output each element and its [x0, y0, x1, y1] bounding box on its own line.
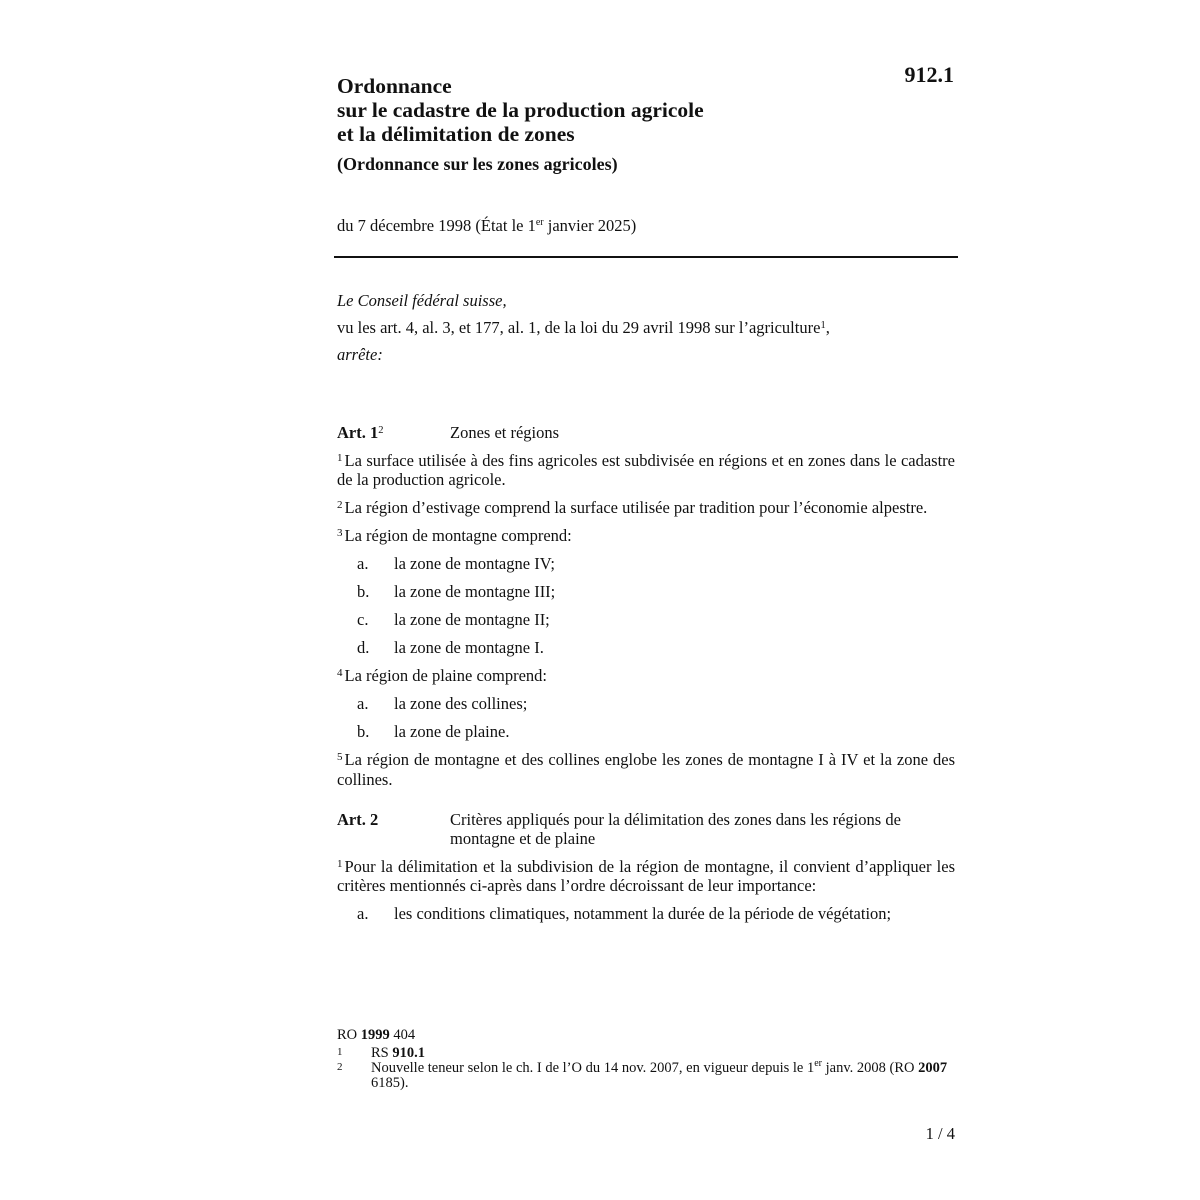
preamble-basis-text: vu les art. 4, al. 3, et 177, al. 1, de la loi du 29 avril 1998 sur l’agriculture: [337, 318, 821, 337]
paragraph: [337, 526, 955, 546]
article-number: Art. 2: [337, 809, 379, 829]
article-title: Zones et régions: [450, 423, 560, 442]
footnote-bold: 910.1: [392, 1045, 425, 1061]
list-item: [337, 638, 955, 658]
footnote-text-b: janv. 2008 (RO: [822, 1060, 919, 1076]
list-item: [337, 722, 955, 742]
footnote-text: [371, 1046, 955, 1061]
list-item: [337, 582, 955, 602]
article-number: [337, 423, 450, 443]
list-item-text: la zone de montagne I.: [394, 638, 544, 657]
paragraph-text: La surface utilisée à des fins agricoles est subdivisée en régions et en zones dans le cadastre de la production agricole.: [337, 450, 955, 489]
list-item: [337, 694, 955, 714]
date-superscript: er: [535, 217, 544, 228]
preamble-authority: Le Conseil fédéral suisse,: [337, 291, 507, 310]
footnote-ref[interactable]: 2: [378, 425, 384, 436]
paragraph-number: 3: [337, 527, 343, 539]
preamble-basis: [337, 314, 830, 341]
header-divider: [334, 256, 958, 258]
paragraph: [337, 498, 955, 518]
ro-reference: [337, 1027, 415, 1044]
footnote-ref[interactable]: 1: [820, 320, 826, 331]
article-number-text: Art. 1: [337, 423, 379, 442]
footnote-sup: er: [814, 1058, 822, 1069]
paragraph-number: 1: [337, 451, 343, 464]
ro-prefix: RO: [337, 1027, 361, 1043]
footnote-mark: 2: [337, 1061, 343, 1073]
page-number: 1 / 4: [925, 1124, 955, 1143]
date-prefix: du 7 décembre 1998 (État le 1: [337, 216, 536, 235]
article-spacer: [337, 798, 955, 810]
preamble: [337, 287, 830, 368]
list-item-text: les conditions climatiques, notamment la durée de la période de végétation;: [394, 904, 892, 923]
paragraph-number: 4: [337, 667, 343, 679]
footnote-prefix: RS: [371, 1045, 393, 1061]
paragraph-number: 2: [337, 499, 343, 511]
paragraph-text: Pour la délimitation et la subdivision de la région de montagne, il convient d’appliquer les critères mentionnés ci-après dans l’ordre décroissant de leur importance:: [337, 856, 955, 895]
document-date: [337, 216, 636, 236]
date-suffix: janvier 2025): [543, 216, 637, 235]
footnote-text-a: Nouvelle teneur selon le ch. I de l’O du 14 nov. 2007, en vigueur depuis le 1: [371, 1060, 815, 1076]
paragraph-text: La région de montagne comprend:: [344, 526, 572, 545]
list-item-text: la zone de montagne III;: [394, 582, 556, 601]
paragraph: [337, 857, 955, 896]
paragraph-text: La région de montagne et des collines englobe les zones de montagne I à IV et la zone des collines.: [337, 750, 955, 789]
preamble-decree: arrête:: [337, 345, 383, 364]
list-item-letter: b.: [357, 582, 370, 601]
paragraph-text: La région de plaine comprend:: [344, 666, 548, 685]
list-item-text: la zone de plaine.: [394, 722, 510, 741]
sr-number: 912.1: [904, 62, 954, 87]
paragraph: [337, 666, 955, 686]
footnote: [337, 1058, 955, 1091]
list-item-letter: c.: [357, 610, 369, 629]
document-title: [337, 74, 704, 146]
paragraph-number: 1: [337, 857, 343, 870]
list-item-letter: d.: [357, 638, 370, 657]
list-item-letter: a.: [357, 904, 369, 923]
preamble-basis-end: ,: [825, 318, 830, 337]
list-item-text: la zone de montagne II;: [394, 610, 550, 629]
title-line: Ordonnance: [337, 74, 452, 98]
list-item: [337, 554, 955, 574]
paragraph-text: La région d’estivage comprend la surface utilisée par tradition pour l’économie alpestre.: [344, 498, 928, 517]
paragraph: [337, 750, 955, 789]
ro-page: 404: [389, 1027, 416, 1043]
footnote-bold: 2007: [918, 1060, 948, 1076]
list-item: [337, 904, 955, 924]
ro-year: 1999: [360, 1027, 390, 1043]
title-line: et la délimitation de zones: [337, 122, 575, 146]
title-line: sur le cadastre de la production agricole: [337, 98, 704, 122]
list-item-letter: a.: [357, 694, 369, 713]
list-item-letter: b.: [357, 722, 370, 741]
paragraph: [337, 451, 955, 490]
article-heading: [337, 423, 955, 443]
footnote: [337, 1046, 955, 1061]
footnote-mark: 1: [337, 1046, 343, 1058]
list-item-letter: a.: [357, 554, 369, 573]
document-body: [337, 423, 955, 932]
article-heading: [337, 810, 955, 849]
footnote-text-c: 6185).: [371, 1075, 409, 1091]
paragraph-number: 5: [337, 751, 343, 763]
short-title: (Ordonnance sur les zones agricoles): [337, 154, 618, 174]
list-item: [337, 610, 955, 630]
article-title: Critères appliqués pour la délimitation des zones dans les régions de montagne et de plaine: [450, 809, 901, 848]
list-item-text: la zone des collines;: [394, 694, 528, 713]
list-item-text: la zone de montagne IV;: [394, 554, 555, 573]
footnote-text: [371, 1058, 955, 1091]
footnotes: [337, 1046, 955, 1091]
